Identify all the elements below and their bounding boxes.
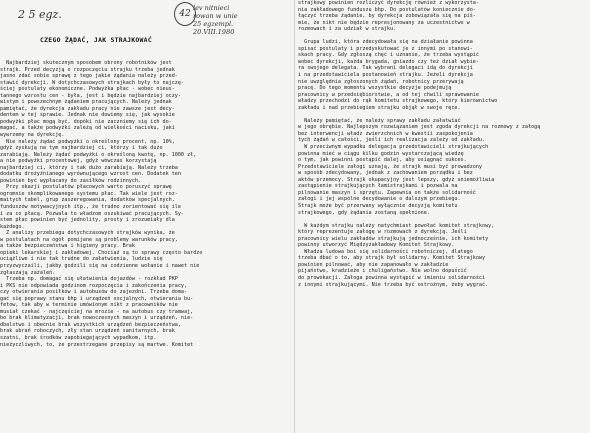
text-line: skach pracy. Gdy zgłoszą chęć i uznanie, że trzeba wystąpić xyxy=(298,52,479,59)
document-title: CZEGO ŻĄDAĆ, JAK STRAJKOWAĆ xyxy=(40,36,152,44)
text-line: do prowokacji. Załoga powinna wystąpić w imieniu solidarności xyxy=(298,274,486,281)
text-line: rozmowach i za udział w strajku. xyxy=(298,26,397,33)
text-line: maitych tabel, grup zaszeregowania, dodatków specjalnych, xyxy=(0,197,175,204)
text-line: nieżyczliwych, to, że przestrzegane przepisy są martwe. Komitet xyxy=(0,341,194,348)
text-line: tannego wzrostu cen - była, jest i będzie najbardziej oczy- xyxy=(0,92,181,99)
text-line: ściej postulaty ekonomiczne. Podwyżka płac - wobec nieus- xyxy=(0,86,175,93)
text-line: tych żądań w całości, jeśli ich realizacja zależy od zakładu. xyxy=(298,137,486,144)
text-line: ogromnie skomplikowanego systemu płac. Tak wiele jest roz- xyxy=(0,190,178,197)
text-line: pracownicy w przedsiębiorstwie, a od tej chwili sprawowanie xyxy=(298,91,479,98)
text-line: ra swojego delegata. Tak wybrani delegaci idą do dyrekcji xyxy=(298,65,473,72)
text-line: łączyć trzeba żądanie, by dyrekcja zobowiązała się na piś- xyxy=(298,13,476,20)
handwritten-copy-count: 2 5 egz. xyxy=(18,8,62,21)
text-line: szatni, brak środków zapobiegających wypadkom, itp. xyxy=(0,334,157,341)
text-line: spisać postulaty i przedyskutować je z innymi po stanowi- xyxy=(298,45,473,52)
text-line: gdyż zyskują na tym najbardziej ci, którzy i tak dużo xyxy=(0,145,163,152)
text-line: z innymi strajkującymi. Nie trzeba być ostrożnym, żeby wygrać. xyxy=(298,281,489,288)
text-line: strajkowego, gdy żądania zostaną spełnione. xyxy=(298,209,430,216)
text-line: Trzeba np. domagać się ułatwienia dojazdów - rozkład PKP xyxy=(0,276,178,283)
text-line: powinien być wypłacany do zasiłków rodzinnych. xyxy=(0,177,142,184)
text-line: pracę. Do tego momentu wszystkie decyzje podejmują xyxy=(298,85,452,92)
text-line: uciążliwe i nie tak trudne do załatwienia, ludzie się xyxy=(0,256,163,263)
text-line: powinien pilnować, aby nie zapanowało w zakładzie xyxy=(298,261,449,268)
text-line: strajk. Przed decyzją o rozpoczęciu strajku trzeba jednak xyxy=(0,66,175,73)
text-line: jasno zdać sobie sprawę z tego jakie żądania należy przed- xyxy=(0,73,178,80)
text-line: zgłaszają zażaleń. xyxy=(0,269,56,276)
circled-number-stamp: 42 xyxy=(174,2,196,26)
text-line: w jego obrębie. Najlepszym rozwiązaniem jest zgoda dyrekcji na rozmowy z załogą xyxy=(298,124,541,131)
text-line: gać się poprawy stanu bhp i urządzeń socjalnych, otwierania bu- xyxy=(0,295,194,302)
text-line: Władza ludowa boi się solidarności robotniczej, dlatego xyxy=(298,248,473,255)
text-line: załogi i jej wspólne decydowanie o dalszym przebiegu. xyxy=(298,196,461,203)
left-text-column xyxy=(0,60,292,348)
text-line: Strajk może być przerwany wyłącznie decyzją komitetu xyxy=(298,202,458,209)
text-line: fetów, tak aby w terminie umówionym nikt z pracowników nie xyxy=(0,302,178,309)
text-line: dentem w tej sprawie. Jednak nie dowiemy się, jak wysokie xyxy=(0,112,175,119)
text-line: stawić dyrekcji. W dotychczasowych strajkach były to najczę- xyxy=(0,79,185,86)
text-line: wistym i powszechnym żądaniem pracujących. Należy jednak xyxy=(0,99,172,106)
text-line: Przy okazji postulatów płacowych warto poruszyć sprawę xyxy=(0,184,172,191)
text-line: Przedstawiciele załogi uznają, że strajk musi być prowadzony xyxy=(298,163,483,170)
text-line: przyzwyczaili, jakby godzili się na codzienne wołanie i nawet nie xyxy=(0,262,200,269)
handwritten-note: lev nitnieci rowan w unie 25 egzempl. 20.VIII.1980 xyxy=(193,4,238,36)
text-line: W każdym strajku należy natychmiast powołać komitet strajkowy, xyxy=(298,222,495,229)
text-line: czy otwierania posiłków i autobusów do zajezdni. Trzeba doma- xyxy=(0,289,188,296)
text-line: Grupa ludzi, która zdecydowała się na działanie powinna xyxy=(298,39,473,46)
text-line: dodatku drożyźnianego wyrównującego wzrost cen. Dodatek ten xyxy=(0,171,181,178)
text-line: pamiętać, że dyrekcja zakładu pracy nie zawsze jest decy- xyxy=(0,105,175,112)
text-line: podwyżki płac mogą być, dopóki nie zaczniemy się ich do- xyxy=(0,118,172,125)
text-line: Nie należy żądać podwyżki o określony procent, np. 10%, xyxy=(0,138,175,145)
text-line: powinna mieć w ciągu kilku godzin wystarczającą wiedzę xyxy=(298,150,464,157)
text-line: wywrzemy na dyrekcję. xyxy=(0,132,65,139)
text-line: Najbardziej skutecznym sposobem obrony robotników jest xyxy=(0,60,172,66)
text-line: najbardziej ci, którzy i tak dużo zarabiają. Należy trzeba xyxy=(0,164,178,171)
text-line: musiał czekać - najczęściej na mrozie - na autobus czy tramwaj, xyxy=(0,308,194,315)
text-line: strajkowy powinien rozliczyć dyrekcję również z wykorzysta- xyxy=(298,0,479,6)
text-line: pilnowanie maszyn i sprzętu. Zapewnia on także solidarność xyxy=(298,189,476,196)
text-line: powinny utworzyć Międzyzakładowy Komitet Strajkowy. xyxy=(298,242,455,249)
text-line: nia zakładowego funduszu bhp. Do postulatów koniecznie do- xyxy=(298,6,476,13)
text-line: który reprezentuje załogę w rozmowach z dyrekcją. Jeśli xyxy=(298,229,467,236)
text-line: magać, a także podwyżki zależą od wielkości nacisku, jaki xyxy=(0,125,175,132)
right-text-column xyxy=(298,0,588,288)
text-line: trzeba dbać o to, aby strajk był solidarny. Komitet Strajkowy xyxy=(298,255,486,262)
text-line: władzy przechodzi do rąk komitetu strajkowego, który kierownictwo xyxy=(298,98,498,105)
text-line: opieki lekarskiej i zakładowej. Chociaż są to sprawy często bardzo xyxy=(0,249,203,256)
text-line: i na przedstawiciela postanowień strajku. Jeżeli dyrekcja xyxy=(298,72,473,79)
text-line: w sposób zdecydowany, jednak z zachowaniem porządku i bez xyxy=(298,170,473,177)
text-line: aktów przemocy. Strajk okupacyjny jest lepszy, gdyż uniemożliwia xyxy=(298,176,495,183)
text-line: i za co płacą. Pozwala to władzom oszukiwać pracujących. Sy- xyxy=(0,210,185,217)
text-line: każdego. xyxy=(0,223,25,230)
text-line: pijaństwo, kradzieże i chuligaństwo. Nie wolno dopuścić xyxy=(298,268,467,275)
text-line: pracownicy wielu zakładów strajkują jednocześnie, ich komitety xyxy=(298,235,489,242)
text-line: mie, że nikt nie będzie represjonowany za uczestnictwo w xyxy=(298,19,470,26)
text-line: Należy pamiętać, że należy sprawy zakładu załatwiać xyxy=(298,117,461,124)
text-line: dbalstwo i obecnie brak wszystkich urządzeń bezpieczeństwa, xyxy=(0,321,181,328)
column-divider xyxy=(294,0,295,433)
text-line: bo brak klimatyzacji, brak nowoczesnych maszyn i urządzeń, nie- xyxy=(0,315,194,322)
text-line: a także bezpieczeństwa i higieny pracy. Brak xyxy=(0,243,135,250)
text-line: o tym, jak powinni postąpić dalej, aby osiągnąć sukces. xyxy=(298,157,467,164)
text-line: wobec dyrekcji, każda brygada, gniazdo czy też dział wybie- xyxy=(298,58,479,65)
text-line: brak ubrań roboczych, zły stan urządzeń sanitarnych, brak xyxy=(0,328,175,335)
text-line: zastąpienie strajkujących łamistrajkami i pozwala na xyxy=(298,183,458,190)
text-line: i PKS nie odpowiada godzinom rozpoczęcia i zakończenia pracy, xyxy=(0,282,188,289)
text-line: stem płac powinien być jednolity, prosty i zrozumiały dla xyxy=(0,217,175,224)
text-line: a nie podwyżki procentowej, gdyż wówczas korzystają xyxy=(0,158,157,165)
text-line: w postulatach na ogół pomijane są problemy warunków pracy, xyxy=(0,236,178,243)
text-line: W przeciwnym wypadku delegacja przedstawicieli strajkujących xyxy=(298,144,489,151)
text-line: funduszów motywacyjnych itp., że trudno zorientować się ile xyxy=(0,204,181,211)
text-line: nie uwzględnia zgłoszonych żądań, robotnicy przerywają xyxy=(298,78,464,85)
text-line: zarabiają. Należy żądać podwyżki o określoną kwotę, np. 1000 zł, xyxy=(0,151,197,158)
text-line: bez interwencji władz zwierzchnich w kwestii zaspokojenia xyxy=(298,130,473,137)
text-line: Z analizy przebiegu dotychczasowych strajków wynika, że xyxy=(0,230,175,237)
text-line: zakładu i nad przebiegiem strajku objął w swoje ręce. xyxy=(298,104,461,111)
